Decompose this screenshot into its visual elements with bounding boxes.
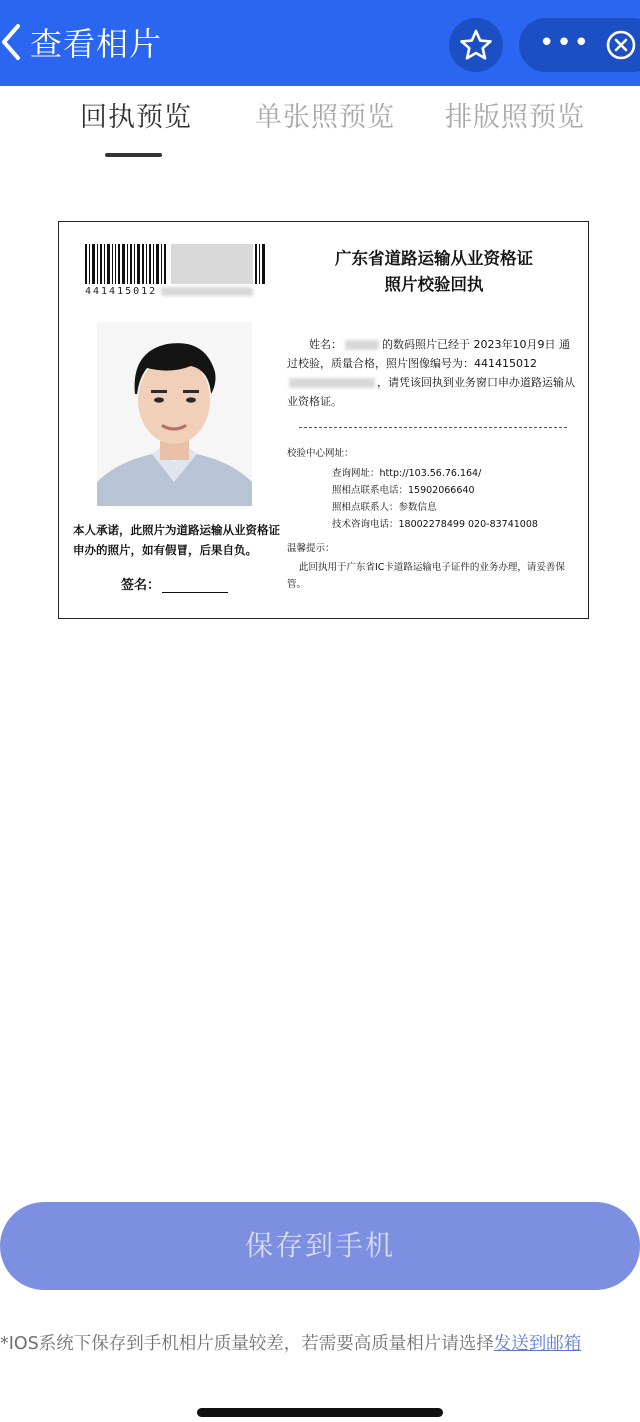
active-tab-indicator xyxy=(105,153,162,157)
center-label: 校验中心网址： xyxy=(287,448,354,459)
chevron-left-icon xyxy=(0,20,28,64)
barcode xyxy=(85,244,267,292)
receipt-card xyxy=(58,221,589,619)
tab-single-photo-preview[interactable]: 单张照预览 xyxy=(255,102,395,133)
more-dots-icon[interactable]: ••• xyxy=(539,28,592,58)
receipt-title: 广东省道路运输从业资格证 照片校验回执 xyxy=(335,249,533,294)
tab-layout-photo-preview[interactable]: 排版照预览 xyxy=(445,102,585,133)
mini-program-capsule xyxy=(519,18,640,72)
home-indicator xyxy=(197,1408,443,1417)
tab-receipt-preview[interactable]: 回执预览 xyxy=(80,102,192,133)
page-title: 查看相片 xyxy=(30,25,163,63)
send-to-email-link[interactable]: 发送到邮箱 xyxy=(493,1334,582,1354)
query-url: 查询网址：http://103.56.76.164/ xyxy=(332,468,482,479)
save-to-phone-button[interactable]: 保存到手机 xyxy=(0,1202,640,1290)
signature-field: 签名： xyxy=(121,574,228,593)
verification-paragraph: 姓名： 的数码照片已经于 2023年10月9日 通过校验，质量合格，照片图像编号为：441415012，请凭该回执到业务窗口申办道路运输从业资格证。 xyxy=(287,338,575,408)
top-bar xyxy=(0,0,640,86)
tips-text: 此回执用于广东省IC卡道路运输电子证件的业务办理，请妥善保管。 xyxy=(287,562,565,590)
contact-person: 照相点联系人：参数信息 xyxy=(332,502,437,513)
pledge-text: 本人承诺，此照片为道路运输从业资格证申办的照片，如有假冒，后果自负。 xyxy=(73,523,280,557)
barcode-number: 441415012 xyxy=(85,286,253,297)
id-photo xyxy=(97,322,252,506)
contact-phone: 照相点联系电话：15902066640 xyxy=(332,485,475,496)
tech-phone: 技术咨询电话：18002278499 020-83741008 xyxy=(332,519,538,530)
star-icon xyxy=(449,18,503,72)
close-circle-icon[interactable] xyxy=(605,29,637,61)
ios-quality-note: *IOS系统下保存到手机相片质量较差，若需要高质量相片请选择发送到邮箱 xyxy=(0,1334,582,1354)
favorite-button[interactable] xyxy=(449,18,503,72)
dashed-divider xyxy=(299,427,567,428)
back-button[interactable] xyxy=(0,20,28,64)
tips-label: 温馨提示： xyxy=(287,543,335,554)
